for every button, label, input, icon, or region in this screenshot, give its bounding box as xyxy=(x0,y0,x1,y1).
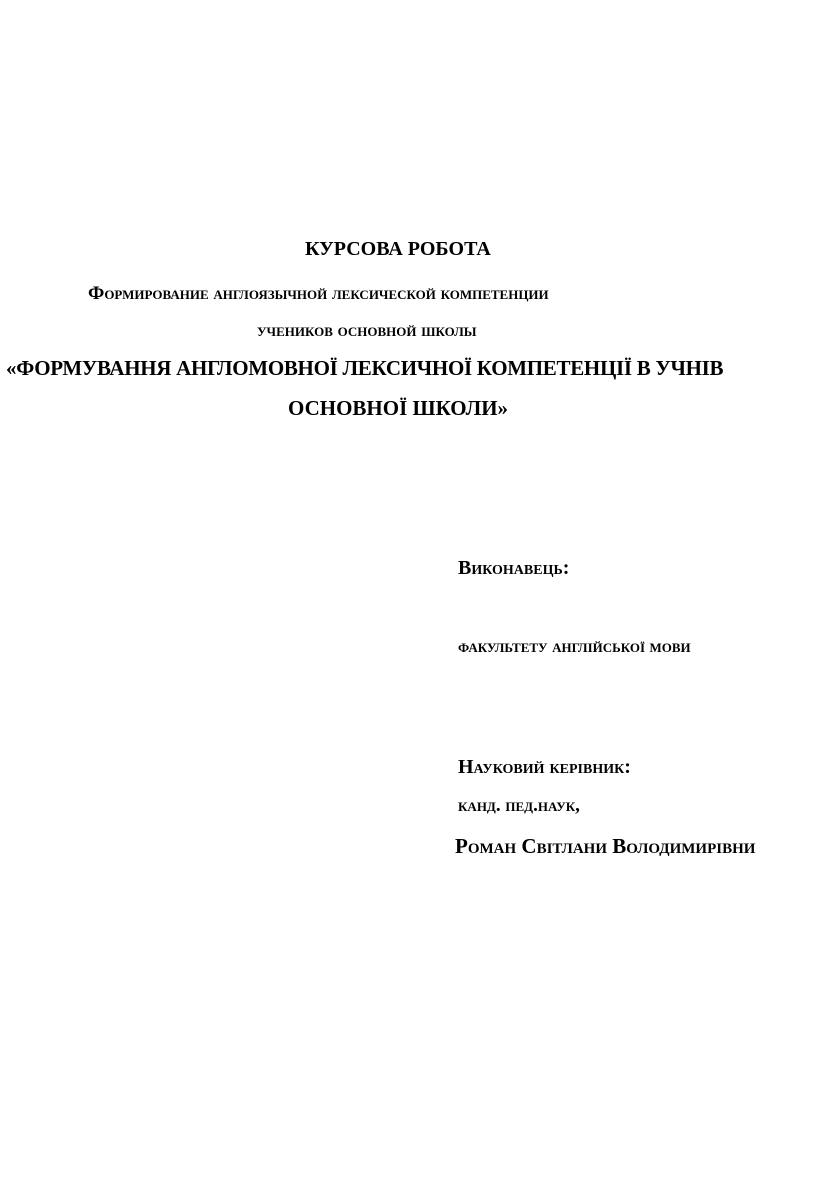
supervisor-name: Роман Світлани Володимирівни xyxy=(455,834,756,858)
supervisor-label: Науковий керівник: xyxy=(458,756,631,778)
supervisor-degree: канд. пед.наук, xyxy=(458,795,580,816)
ukrainian-title-line-1: «ФОРМУВАННЯ АНГЛОМОВНОЇ ЛЕКСИЧНОЇ КОМПЕТЕНЦІЇ В УЧНІВ xyxy=(6,356,724,380)
faculty-text: факультету англійської мови xyxy=(458,636,691,656)
document-type-heading: КУРСОВА РОБОТА xyxy=(305,238,491,260)
ukrainian-title-line-2: ОСНОВНОЇ ШКОЛИ» xyxy=(288,396,509,420)
russian-title-line-2: учеников основной школы xyxy=(257,320,477,341)
author-label: Виконавець: xyxy=(458,557,570,579)
russian-title-line-1: Формирование англоязычной лексической компетенции xyxy=(88,283,549,304)
